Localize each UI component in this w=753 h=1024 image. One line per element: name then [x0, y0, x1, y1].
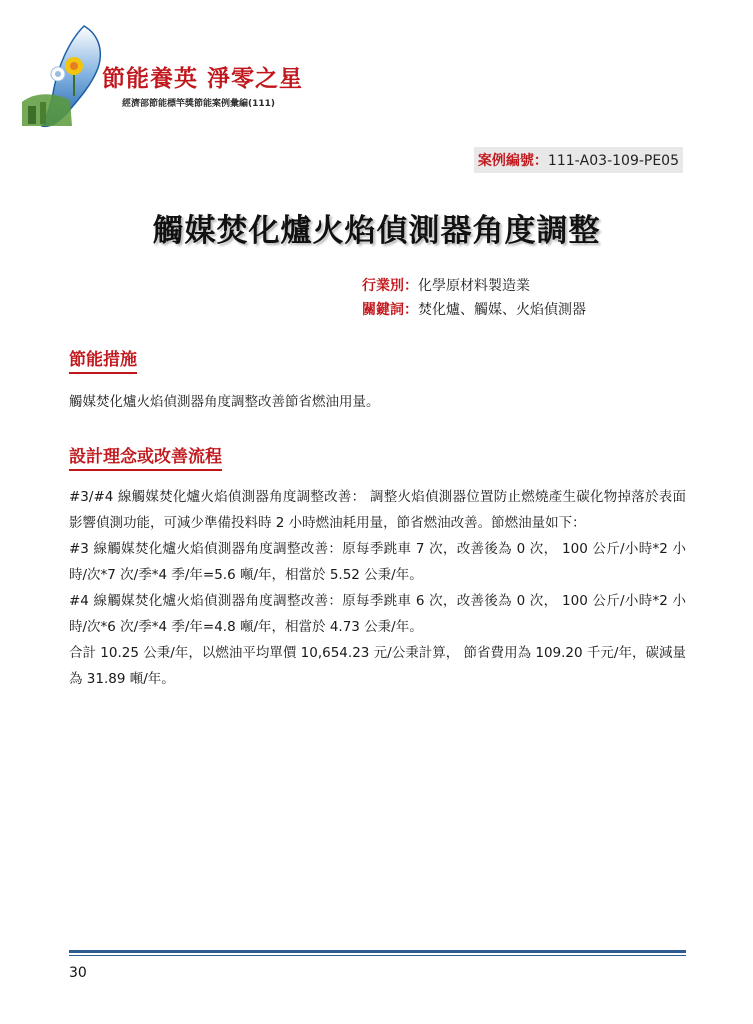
paragraph: 合計 10.25 公秉/年，以燃油平均單價 10,654.23 元/公秉計算， 節省費用為 109.20 千元/年，碳減量為 31.89 噸/年。 — [69, 645, 686, 687]
section-heading-measures: 節能措施 — [69, 345, 137, 374]
case-meta — [362, 274, 586, 322]
section-heading-process: 設計理念或改善流程 — [69, 442, 222, 471]
paragraph: #3 線觸媒焚化爐火焰偵測器角度調整改善：原每季跳車 7 次，改善後為 0 次， 100 公斤/小時*2 小時/次*7 次/季*4 季/年=5.6 噸/年，相當於 5.52 公秉/年。 — [69, 541, 686, 583]
industry-value: 化學原材料製造業 — [418, 278, 530, 294]
case-number-badge — [474, 147, 683, 173]
section-process-text — [69, 484, 686, 692]
industry-row — [362, 274, 586, 298]
paragraph: #3/#4 線觸媒焚化爐火焰偵測器角度調整改善： 調整火焰偵測器位置防止燃燒產生碳化物掉落於表面影響偵測功能，可減少準備投料時 2 小時燃油耗用量，節省燃油改善。節燃油量如下： — [69, 489, 686, 531]
paragraph: 觸媒焚化爐火焰偵測器角度調整改善節省燃油用量。 — [69, 394, 380, 410]
logo-subtitle: 經濟部節能標竿獎節能案例彙編(111) — [120, 95, 277, 110]
keywords-label: 關鍵詞： — [362, 302, 418, 318]
page-number: 30 — [69, 965, 87, 981]
page-title: 觸媒焚化爐火焰偵測器角度調整 — [152, 213, 601, 249]
keywords-value: 焚化爐、觸媒、火焰偵測器 — [418, 302, 586, 318]
case-number-value: 111-A03-109-PE05 — [547, 153, 679, 169]
industry-label: 行業別： — [362, 278, 418, 294]
keywords-row — [362, 298, 586, 322]
section-measures-text — [69, 389, 686, 415]
case-number-label: 案例編號： — [477, 153, 548, 169]
header-logo — [14, 22, 314, 132]
logo-title: 節能養英 淨零之星 — [102, 65, 304, 92]
footer-divider — [69, 950, 686, 956]
paragraph: #4 線觸媒焚化爐火焰偵測器角度調整改善：原每季跳車 6 次，改善後為 0 次， 100 公斤/小時*2 小時/次*6 次/季*4 季/年=4.8 噸/年，相當於 4.73 公秉/年。 — [69, 593, 686, 635]
